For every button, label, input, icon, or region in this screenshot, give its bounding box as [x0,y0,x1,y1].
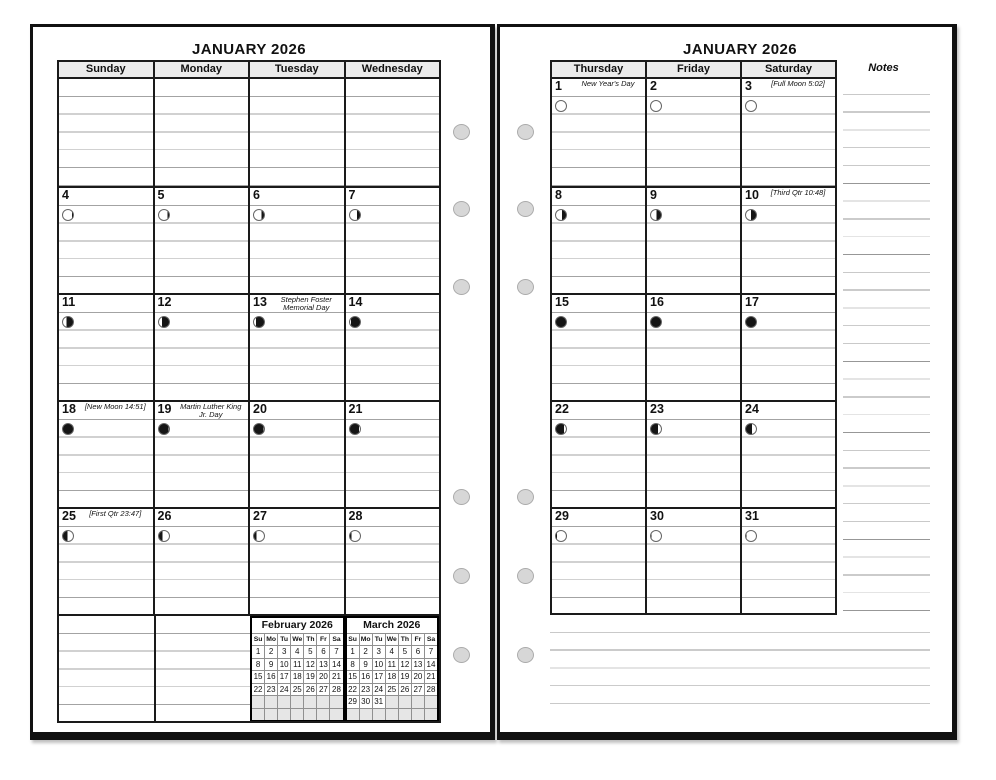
day-annotation: [New Moon 14:51] [84,402,146,411]
day-header: Wednesday [344,62,440,77]
mini-calendar-holder [250,616,345,722]
day-cell [248,188,344,293]
binder-hole-icon [453,279,470,295]
day-cell [740,509,835,614]
moon-phase-icon [650,100,662,112]
day-number: 2 [650,79,657,93]
moon-phase-icon [349,209,361,221]
day-number: 26 [157,509,172,523]
day-cell [645,79,740,186]
binder-hole-icon [453,568,470,584]
day-annotation: Stephen Foster Memorial Day [280,295,332,312]
week-row [552,400,835,507]
day-number: 20 [253,402,267,416]
mini-dow-cell: Th [303,634,316,645]
mini-calendar-row [347,695,438,708]
mini-day-cell: 16 [264,671,277,683]
day-cell [248,295,344,400]
mini-day-cell [398,709,411,721]
mini-day-cell: 28 [424,684,437,696]
day-annotation: [Full Moon 5:02] [771,79,825,88]
mini-day-cell: 23 [359,684,372,696]
mini-day-cell: 8 [350,659,355,669]
mini-calendar-row [347,645,438,658]
mini-day-cell: 28 [329,684,342,696]
mini-day-cell: 8 [255,659,261,669]
day-number: 6 [253,188,260,202]
moon-phase-icon [555,423,567,435]
week-row [552,79,835,186]
moon-phase-icon [745,100,757,112]
mini-day-cell [372,709,385,721]
mini-calendar [345,616,440,722]
moon-phase-icon [650,530,662,542]
mini-calendar-holder [345,616,440,722]
week-row [59,400,439,507]
mini-day-cell [385,696,398,708]
binder-hole-icon [517,201,534,217]
mini-day-cell: 27 [316,684,329,696]
mini-day-cell: 15 [348,672,357,682]
day-number: 11 [62,295,76,309]
mini-day-cell: 26 [303,684,316,696]
mini-dow-cell: Fr [411,634,424,645]
week-row [59,186,439,293]
mini-day-cell [277,709,290,721]
day-number: 10 [745,188,759,202]
day-cell [153,188,249,293]
month-title-left: JANUARY 2026 [191,41,307,58]
mini-day-cell [316,696,329,708]
mini-day-cell: 13 [316,659,329,671]
day-header: Friday [645,62,740,77]
mini-day-cell: 19 [398,671,411,683]
mini-day-cell [290,696,303,708]
mini-calendar-dow-row [347,633,438,645]
moon-phase-icon [349,530,361,542]
mini-day-cell: 4 [385,646,398,658]
day-cell [740,295,835,400]
left-page [30,24,495,740]
mini-day-cell: 2 [264,646,277,658]
mini-calendar-row [252,645,343,658]
day-cell [645,188,740,293]
mini-calendar-dow-row [252,633,343,645]
mini-day-cell [411,709,424,721]
mini-day-cell: 1 [255,647,261,657]
mini-day-cell: 29 [348,697,357,707]
day-cell [645,295,740,400]
moon-phase-icon [349,316,361,328]
mini-calendar-row [252,670,343,683]
notes-column [837,60,930,615]
moon-phase-icon [650,423,662,435]
mini-dow-cell: Th [398,634,411,645]
mini-day-cell: 7 [424,646,437,658]
binder-hole-icon [453,124,470,140]
mini-dow-cell: Tu [277,634,290,645]
mini-day-cell [411,696,424,708]
right-page [497,24,957,740]
mini-dow-cell: We [386,636,397,643]
day-number: 18 [62,402,76,416]
mini-day-cell [290,709,303,721]
day-number: 15 [555,295,569,309]
mini-day-cell [264,696,277,708]
mini-dow-cell: Su [348,636,357,643]
grid-bottom-row [59,614,439,722]
day-annotation: New Year's Day [581,79,635,88]
binder-hole-icon [517,279,534,295]
mini-calendar-title: March 2026 [363,619,421,631]
day-cell [552,509,645,614]
moon-phase-icon [158,316,170,328]
day-number: 3 [745,79,752,93]
mini-day-cell: 5 [303,646,316,658]
binder-hole-icon [517,568,534,584]
ruled-cell [154,616,251,722]
day-number: 22 [555,402,569,416]
notes-ruled-lines [843,77,930,613]
mini-day-cell: 26 [398,684,411,696]
moon-phase-icon [158,530,170,542]
moon-phase-icon [62,530,74,542]
day-annotation: [Third Qtr 10:48] [770,188,826,197]
day-cell [344,188,440,293]
day-header: Sunday [85,63,126,75]
mini-day-cell: 17 [277,671,290,683]
mini-day-cell [329,709,342,721]
moon-phase-icon [349,423,361,435]
moon-phase-icon [745,316,757,328]
mini-day-cell: 17 [372,671,385,683]
week-row [59,79,439,186]
day-header: Thursday [573,63,624,75]
day-number: 21 [348,402,363,416]
mini-day-cell: 1 [350,647,355,657]
moon-phase-icon [253,316,265,328]
mini-day-cell [424,696,437,708]
mini-day-cell: 13 [411,659,424,671]
day-cell [248,79,344,186]
moon-phase-icon [555,316,567,328]
mini-dow-cell: We [292,636,303,643]
moon-phase-icon [555,100,567,112]
day-cell [552,188,645,293]
moon-phase-icon [62,209,74,221]
mini-calendar-row [252,708,343,721]
mini-day-cell: 27 [411,684,424,696]
moon-phase-icon [650,316,662,328]
mini-day-cell: 6 [316,646,329,658]
mini-day-cell [347,709,359,721]
mini-day-cell: 2 [359,646,372,658]
day-number: 13 [253,295,267,309]
day-number: 19 [157,402,172,416]
mini-day-cell: 18 [290,671,303,683]
mini-calendar-row [347,683,438,696]
mini-day-cell: 19 [303,671,316,683]
mini-day-cell: 23 [264,684,277,696]
day-number: 31 [745,509,759,523]
day-cell [740,79,835,186]
mini-day-cell: 9 [264,659,277,671]
day-number: 9 [650,188,657,202]
day-cell [59,188,153,293]
day-number: 17 [745,295,759,309]
mini-day-cell: 20 [411,671,424,683]
mini-day-cell [277,696,290,708]
mini-day-cell [385,709,398,721]
binder-hole-icon [517,647,534,663]
mini-dow-cell: Sa [424,634,437,645]
day-cell [740,402,835,507]
mini-day-cell: 11 [290,659,303,671]
mini-dow-cell: Fr [316,634,329,645]
mini-day-cell: 3 [277,646,290,658]
day-number: 12 [157,295,172,309]
day-cell [153,79,249,186]
binder-hole-icon [517,124,534,140]
day-number: 29 [555,509,569,523]
mini-day-cell [252,709,264,721]
mini-day-cell: 24 [277,684,290,696]
mini-day-cell: 25 [290,684,303,696]
mini-day-cell: 31 [372,696,385,708]
mini-day-cell: 14 [424,659,437,671]
day-cell [59,509,153,614]
day-header: Tuesday [248,62,344,77]
day-number: 4 [62,188,69,202]
day-number: 16 [650,295,664,309]
day-cell [552,79,645,186]
moon-phase-icon [555,209,567,221]
binder-hole-icon [453,201,470,217]
mini-day-cell: 16 [359,671,372,683]
mini-calendar-row [347,708,438,721]
mini-dow-cell: Mo [359,634,372,645]
day-header: Monday [153,62,249,77]
week-row [59,507,439,614]
day-cell [59,295,153,400]
day-number: 5 [157,188,165,202]
mini-day-cell: 24 [372,684,385,696]
mini-day-cell: 22 [348,684,357,694]
moon-phase-icon [158,209,170,221]
day-cell [153,509,249,614]
moon-phase-icon [253,423,265,435]
day-annotation: Martin Luther King Jr. Day [180,402,242,419]
day-number: 24 [745,402,759,416]
day-cell [248,402,344,507]
moon-phase-icon [253,530,265,542]
day-cell [59,79,153,186]
mini-day-cell: 18 [385,671,398,683]
mini-day-cell [303,709,316,721]
day-annotation: [First Qtr 23:47] [89,509,142,518]
day-cell [344,402,440,507]
mini-day-cell: 6 [411,646,424,658]
mini-dow-cell: Sa [329,634,342,645]
moon-phase-icon [62,423,74,435]
mini-dow-cell: Tu [372,634,385,645]
mini-day-cell [264,709,277,721]
mini-day-cell [398,696,411,708]
notes-label: Notes [868,62,899,74]
day-number: 14 [348,295,363,309]
mini-calendar-row [252,658,343,671]
mini-day-cell: 12 [398,659,411,671]
mini-day-cell: 3 [372,646,385,658]
day-number: 23 [650,402,664,416]
day-cell [248,509,344,614]
mini-calendar-row [347,658,438,671]
mini-day-cell: 7 [329,646,342,658]
day-cell [344,295,440,400]
mini-day-cell [424,709,437,721]
mini-day-cell: 9 [359,659,372,671]
moon-phase-icon [158,423,170,435]
ruled-cell [59,616,154,722]
moon-phase-icon [62,316,74,328]
mini-day-cell: 5 [398,646,411,658]
day-number: 25 [62,509,76,523]
mini-day-cell [329,696,342,708]
mini-day-cell: 4 [290,646,303,658]
mini-calendar-row [252,683,343,696]
day-number: 30 [650,509,664,523]
mini-calendar-row [347,670,438,683]
right-calendar-grid [550,60,837,615]
mini-day-cell [252,696,264,708]
mini-day-cell: 10 [277,659,290,671]
week-row [59,293,439,400]
day-cell [740,188,835,293]
week-row [552,186,835,293]
week-row [552,507,835,614]
day-header-row [59,62,439,79]
bottom-ruled-lines [550,615,930,720]
moon-phase-icon [650,209,662,221]
mini-day-cell: 14 [329,659,342,671]
binder-hole-icon [517,489,534,505]
day-cell [153,295,249,400]
mini-day-cell [359,709,372,721]
binder-hole-icon [453,647,470,663]
binder-hole-icon [453,489,470,505]
month-title-right: JANUARY 2026 [682,41,798,58]
mini-day-cell [316,709,329,721]
moon-phase-icon [745,530,757,542]
left-calendar-grid [57,60,441,723]
day-cell [645,402,740,507]
mini-day-cell: 15 [253,672,263,682]
day-cell [344,509,440,614]
mini-day-cell: 21 [424,671,437,683]
mini-day-cell: 10 [372,659,385,671]
moon-phase-icon [253,209,265,221]
mini-day-cell: 25 [385,684,398,696]
week-row [552,293,835,400]
mini-day-cell: 30 [359,696,372,708]
mini-calendar-title: February 2026 [261,619,333,631]
day-number: 27 [253,509,267,523]
mini-dow-cell: Mo [264,634,277,645]
day-cell [552,402,645,507]
mini-day-cell: 22 [253,684,263,694]
day-cell [645,509,740,614]
moon-phase-icon [555,530,567,542]
moon-phase-icon [745,423,757,435]
day-cell [153,402,249,507]
mini-calendar-row [252,695,343,708]
day-number: 28 [348,509,363,523]
mini-day-cell: 11 [385,659,398,671]
day-number: 1 [555,79,562,93]
day-header: Saturday [740,62,835,77]
mini-day-cell: 20 [316,671,329,683]
mini-dow-cell: Su [253,636,263,643]
mini-calendar [250,616,345,722]
day-number: 8 [555,188,562,202]
moon-phase-icon [745,209,757,221]
mini-day-cell: 12 [303,659,316,671]
mini-day-cell [303,696,316,708]
day-cell [59,402,153,507]
day-number: 7 [348,188,356,202]
mini-day-cell: 21 [329,671,342,683]
day-cell [344,79,440,186]
day-cell [552,295,645,400]
day-header-row [552,62,835,79]
